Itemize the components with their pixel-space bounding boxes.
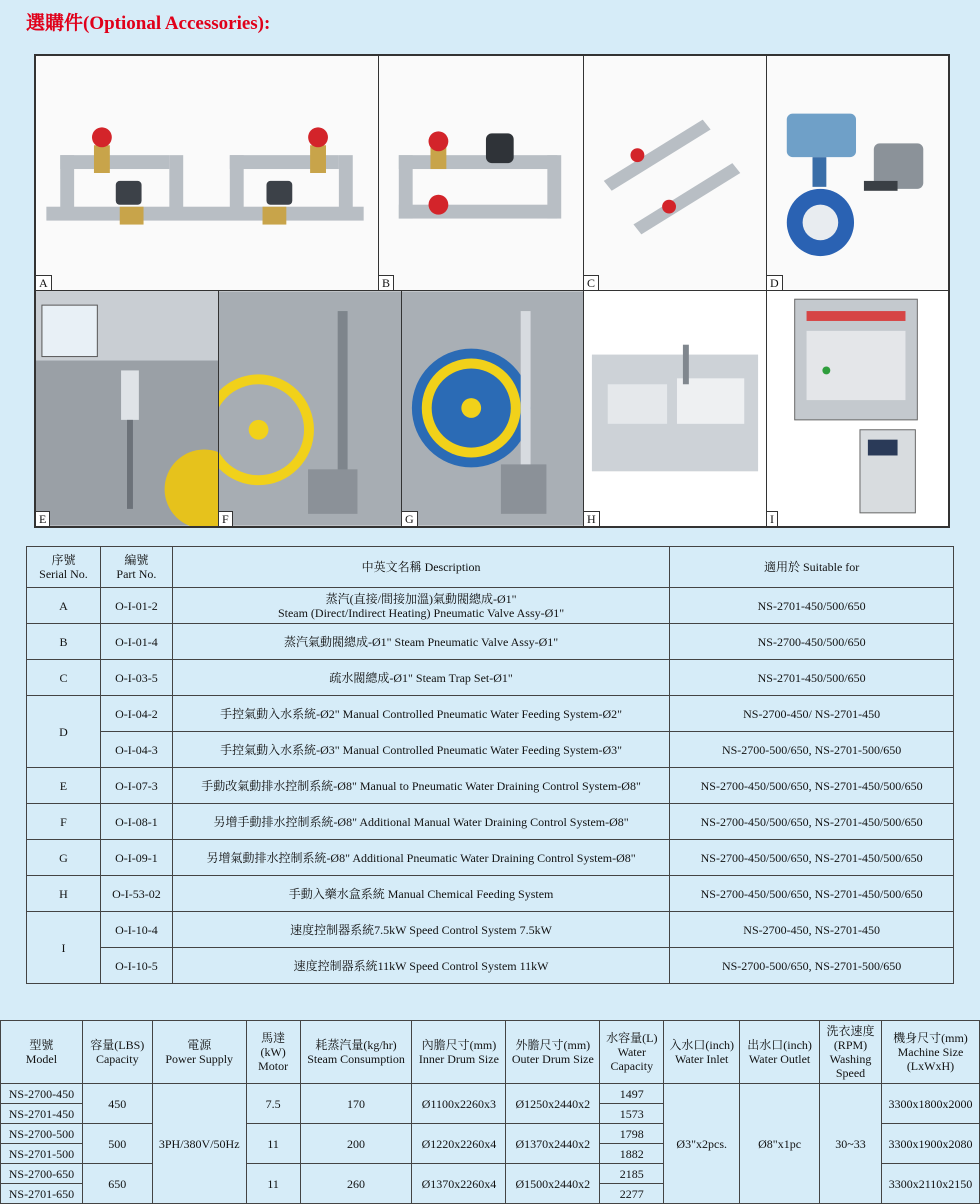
page-title: 選購件(Optional Accessories): [26,13,271,34]
panel-f [218,290,402,527]
panel-label: E [36,511,50,526]
model-cell: NS-2701-500 [1,1144,83,1164]
panel-h [583,290,767,527]
desc-cell: 另增手動排水控制系統-Ø8" Additional Manual Water Draining Control System-Ø8" [172,804,669,840]
inner-cell: Ø1220x2260x4 [412,1124,506,1164]
water-cell: 1882 [600,1144,664,1164]
panel-label: A [36,275,52,290]
steam-trap-pipe-icon [584,56,766,290]
header-outer: 外膽尺寸(mm) Outer Drum Size [506,1021,600,1084]
table-row [27,624,954,660]
water-cell: 1497 [600,1084,664,1104]
suit-cell: NS-2700-450/500/650, NS-2701-450/500/650 [670,768,954,804]
table-row [27,768,954,804]
part-cell: O-I-01-4 [100,624,172,660]
serial-cell: E [27,768,101,804]
panel-e [35,290,219,527]
motor-cell: 11 [246,1164,300,1204]
header-steam: 耗蒸汽量(kg/hr) Steam Consumption [300,1021,412,1084]
model-cell: NS-2701-650 [1,1184,83,1204]
desc-cell: 手動改氣動排水控制系統-Ø8" Manual to Pneumatic Water Draining Control System-Ø8" [172,768,669,804]
serial-cell: A [27,588,101,624]
part-cell: O-I-04-3 [100,732,172,768]
desc-cell: 蒸汽氣動閥總成-Ø1" Steam Pneumatic Valve Assy-Ø1" [172,624,669,660]
table-row [1,1084,980,1104]
header-rpm: 洗衣速度 (RPM) Washing Speed [820,1021,882,1084]
accessories-table [26,546,954,984]
desc-cell: 另增氣動排水控制系統-Ø8" Additional Pneumatic Water Draining Control System-Ø8" [172,840,669,876]
serial-cell: B [27,624,101,660]
power-cell: 3PH/380V/50Hz [152,1084,246,1204]
header-description: 中英文名稱 Description [172,547,669,588]
steam-cell: 170 [300,1084,412,1124]
table-row [27,876,954,912]
pneumatic-valve-pipe-assembly-icon [379,56,583,290]
part-cell: O-I-01-2 [100,588,172,624]
serial-cell: H [27,876,101,912]
part-cell: O-I-09-1 [100,840,172,876]
specs-header-row [1,1021,980,1084]
table-row [27,732,954,768]
motor-cell: 7.5 [246,1084,300,1124]
size-cell: 3300x1900x2080 [881,1124,979,1164]
desc-cell: 手控氣動入水系統-Ø2" Manual Controlled Pneumatic Water Feeding System-Ø2" [172,696,669,732]
accessory-photo-grid [34,54,950,528]
serial-cell: F [27,804,101,840]
header-model: 型號 Model [1,1021,83,1084]
panel-c [583,55,767,291]
serial-cell: I [27,912,101,984]
inlet-cell: Ø3"x2pcs. [664,1084,740,1204]
header-power: 電源 Power Supply [152,1021,246,1084]
model-cell: NS-2700-450 [1,1084,83,1104]
panel-d [766,55,949,291]
capacity-cell: 500 [82,1124,152,1164]
suit-cell: NS-2700-450/500/650, NS-2701-450/500/650 [670,804,954,840]
header-capacity: 容量(LBS) Capacity [82,1021,152,1084]
panel-label: H [584,511,600,526]
motor-cell: 11 [246,1124,300,1164]
desc-cell: 速度控制器系統11kW Speed Control System 11kW [172,948,669,984]
desc-cell: 疏水閥總成-Ø1" Steam Trap Set-Ø1" [172,660,669,696]
header-suitable: 適用於 Suitable for [670,547,954,588]
outlet-cell: Ø8"x1pc [740,1084,820,1204]
model-cell: NS-2700-650 [1,1164,83,1184]
desc-cell: 速度控制器系統7.5kW Speed Control System 7.5kW [172,912,669,948]
chemical-feeding-box-icon [584,291,766,526]
suit-cell: NS-2700-450/500/650 [670,624,954,660]
capacity-cell: 650 [82,1164,152,1204]
capacity-cell: 450 [82,1084,152,1124]
rpm-cell: 30~33 [820,1084,882,1204]
header-size: 機身尺寸(mm) Machine Size (LxWxH) [881,1021,979,1084]
table-row [27,588,954,624]
header-water: 水容量(L) Water Capacity [600,1021,664,1084]
outer-cell: Ø1250x2440x2 [506,1084,600,1124]
water-cell: 1573 [600,1104,664,1124]
table-row [27,840,954,876]
table-row [27,804,954,840]
panel-label: I [767,511,778,526]
panel-label: G [402,511,418,526]
part-cell: O-I-10-5 [100,948,172,984]
panel-label: D [767,275,783,290]
size-cell: 3300x1800x2000 [881,1084,979,1124]
model-cell: NS-2701-450 [1,1104,83,1124]
header-part: 編號 Part No. [100,547,172,588]
table-row [27,948,954,984]
panel-i [766,290,949,527]
double-valve-pipe-assembly-icon [36,56,378,290]
suit-cell: NS-2700-450/500/650, NS-2701-450/500/650 [670,840,954,876]
inner-cell: Ø1100x2260x3 [412,1084,506,1124]
desc-cell: 蒸汽(直接/間接加溫)氣動閥總成-Ø1" Steam (Direct/Indirect Heating) Pneumatic Valve Assy-Ø1" [172,588,669,624]
suit-cell: NS-2700-450, NS-2701-450 [670,912,954,948]
part-cell: O-I-03-5 [100,660,172,696]
panel-label: B [379,275,394,290]
suit-cell: NS-2700-500/650, NS-2701-500/650 [670,732,954,768]
table-row [27,696,954,732]
panel-label: F [219,511,233,526]
table-header-row [27,547,954,588]
header-motor: 馬達 (kW) Motor [246,1021,300,1084]
outer-cell: Ø1500x2440x2 [506,1164,600,1204]
water-cell: 1798 [600,1124,664,1144]
manual-drain-wheel-icon [219,291,401,526]
desc-cell: 手控氣動入水系統-Ø3" Manual Controlled Pneumatic Water Feeding System-Ø3" [172,732,669,768]
outer-cell: Ø1370x2440x2 [506,1124,600,1164]
serial-cell: C [27,660,101,696]
panel-label: C [584,275,599,290]
suit-cell: NS-2701-450/500/650 [670,588,954,624]
panel-g [401,290,584,527]
desc-cell: 手動入藥水盒系統 Manual Chemical Feeding System [172,876,669,912]
part-cell: O-I-10-4 [100,912,172,948]
suit-cell: NS-2700-500/650, NS-2701-500/650 [670,948,954,984]
water-cell: 2277 [600,1184,664,1204]
size-cell: 3300x2110x2150 [881,1164,979,1204]
part-cell: O-I-04-2 [100,696,172,732]
panel-a [35,55,379,291]
panel-b [378,55,584,291]
speed-control-cabinet-icon [767,291,948,526]
suit-cell: NS-2700-450/ NS-2701-450 [670,696,954,732]
serial-cell: D [27,696,101,768]
header-outlet: 出水口(inch) Water Outlet [740,1021,820,1084]
steam-cell: 200 [300,1124,412,1164]
header-inner: 內膽尺寸(mm) Inner Drum Size [412,1021,506,1084]
header-inlet: 入水口(inch) Water Inlet [664,1021,740,1084]
model-cell: NS-2700-500 [1,1124,83,1144]
part-cell: O-I-08-1 [100,804,172,840]
specs-table [0,1020,980,1204]
steam-cell: 260 [300,1164,412,1204]
serial-cell: G [27,840,101,876]
header-serial: 序號 Serial No. [27,547,101,588]
table-row [27,912,954,948]
pneumatic-butterfly-valve-icon [767,56,948,290]
inner-cell: Ø1370x2260x4 [412,1164,506,1204]
water-cell: 2185 [600,1164,664,1184]
suit-cell: NS-2700-450/500/650, NS-2701-450/500/650 [670,876,954,912]
table-row [27,660,954,696]
pneumatic-drain-wheel-icon [402,291,583,526]
part-cell: O-I-07-3 [100,768,172,804]
drain-control-piston-icon [36,291,218,526]
part-cell: O-I-53-02 [100,876,172,912]
suit-cell: NS-2701-450/500/650 [670,660,954,696]
